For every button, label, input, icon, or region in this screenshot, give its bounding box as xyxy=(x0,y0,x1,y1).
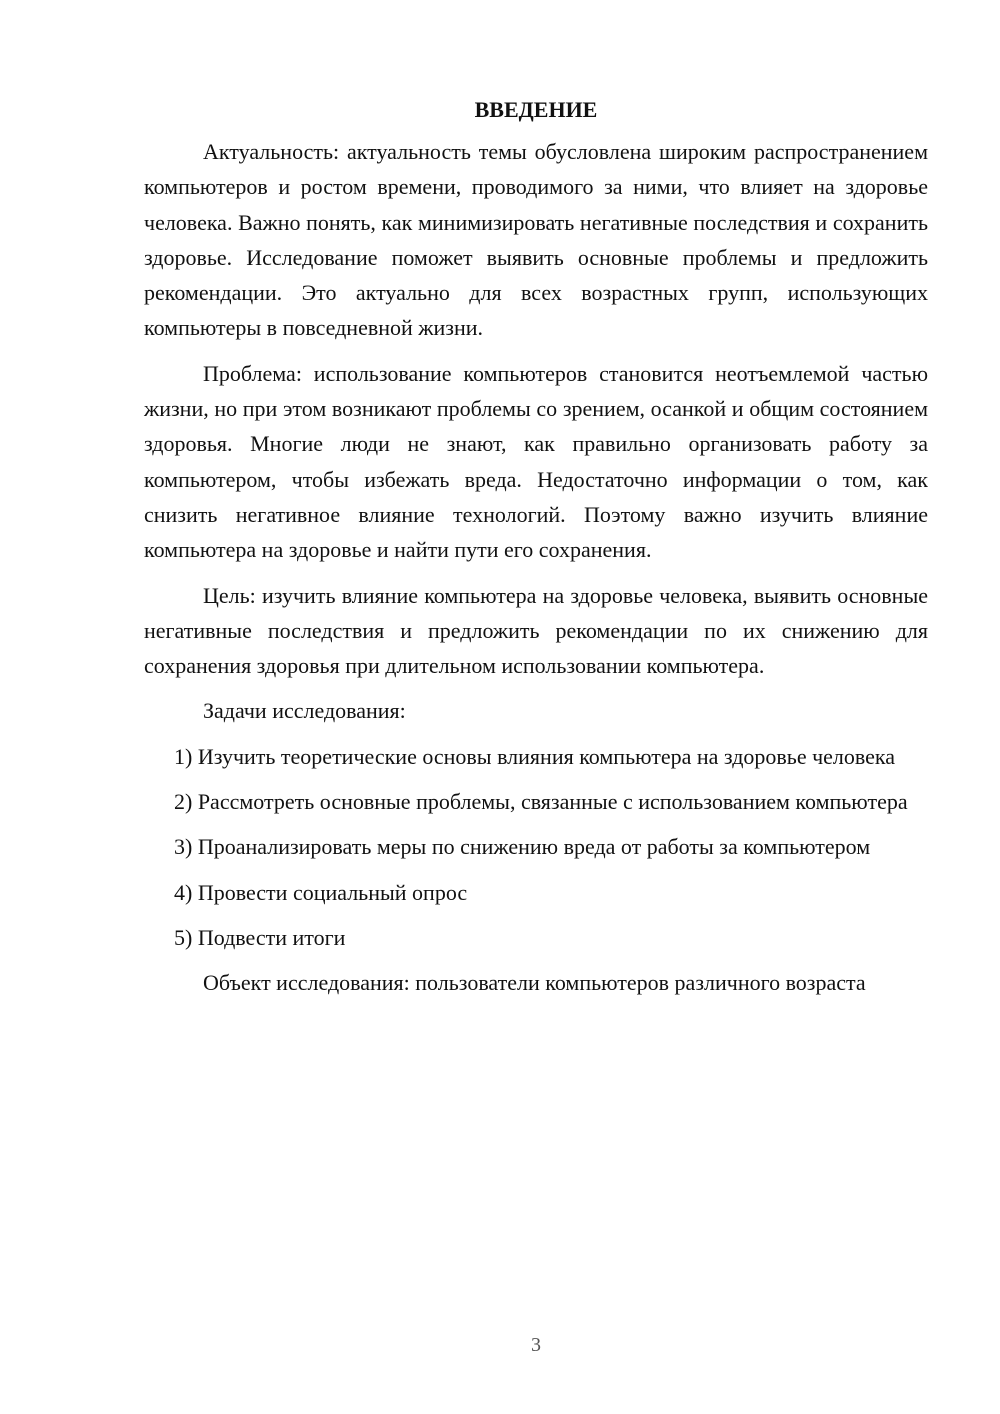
task-item-1: 1) Изучить теоретические основы влияния компьютера на здоровье человека xyxy=(174,743,896,769)
tasks-heading: Задачи исследования: xyxy=(203,698,406,724)
task-item-4: 4) Провести социальный опрос xyxy=(174,879,468,905)
object-paragraph: Объект исследования: пользователи компьютеров различного возраста xyxy=(203,970,866,996)
section-title: ВВЕДЕНИЕ xyxy=(474,97,598,122)
relevance-paragraph: Актуальность: актуальность темы обусловлена широким распространением компьютеров и ростом времени, проводимого за ними, что влияет на здоровье человека. Важно понять, как минимизировать негативные последствия и сохранить здоровье. Исследование поможет выявить основные проблемы и предложить рекомендации. Это актуально для всех возрастных групп, использующих компьютеры в повседневной жизни. xyxy=(144,139,928,341)
task-item-3: 3) Проанализировать меры по снижению вреда от работы за компьютером xyxy=(174,834,871,860)
goal-paragraph: Цель: изучить влияние компьютера на здоровье человека, выявить основные негативные последствия и предложить рекомендации по их снижению для сохранения здоровья при длительном использовании компьютера. xyxy=(144,582,928,679)
page-number: 3 xyxy=(531,1334,541,1356)
problem-paragraph: Проблема: использование компьютеров становится неотъемлемой частью жизни, но при этом возникают проблемы со зрением, осанкой и общим состоянием здоровья. Многие люди не знают, как правильно организовать работу за компьютером, чтобы избежать вреда. Недостаточно информации о том, как снизить негативное влияние технологий. Поэтому важно изучить влияние компьютера на здоровье и найти пути его сохранения. xyxy=(144,360,928,563)
task-item-5: 5) Подвести итоги xyxy=(174,924,346,950)
task-item-2: 2) Рассмотреть основные проблемы, связанные с использованием компьютера xyxy=(174,789,908,815)
page-content xyxy=(144,92,928,1011)
